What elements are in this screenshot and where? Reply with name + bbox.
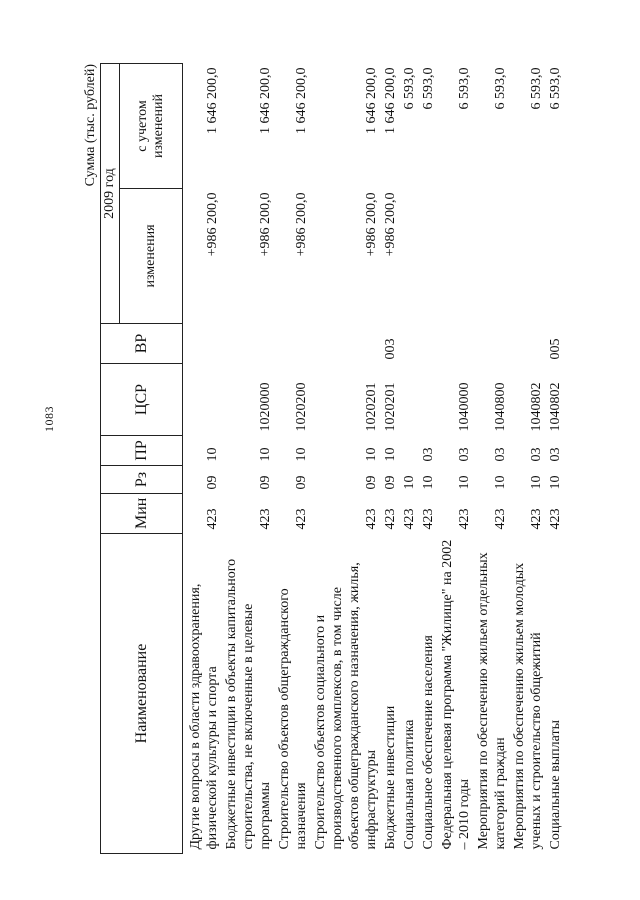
header-min: Мин <box>101 494 183 534</box>
cell-name: Строительство объектов общегражданского назначения <box>277 588 309 850</box>
cell-min: 423 <box>383 508 398 530</box>
cell-pr: 03 <box>548 447 563 462</box>
cell-pr <box>400 436 419 466</box>
cell-rz: 10 <box>548 475 563 490</box>
cell-csr <box>419 364 438 436</box>
cell-name: Социальные выплаты <box>548 719 563 850</box>
cell-rz: 10 <box>402 475 417 490</box>
cell-name: Мероприятия по обеспечению жильем отдельных категорий граждан <box>476 552 508 850</box>
cell-vr <box>438 324 474 364</box>
table-row <box>222 64 275 854</box>
page-number: 1083 <box>42 406 56 432</box>
cell-min: 423 <box>548 508 563 530</box>
cell-rz: 10 <box>493 475 508 490</box>
table-row <box>400 64 419 854</box>
cell-min: 423 <box>258 508 273 530</box>
table-header <box>101 64 183 854</box>
cell-change: +986 200,0 <box>294 192 309 257</box>
cell-min: 423 <box>402 508 417 530</box>
cell-change <box>510 189 546 324</box>
cell-pr: 10 <box>205 447 220 462</box>
cell-vr <box>183 324 223 364</box>
cell-total: 1 646 200,0 <box>294 67 309 134</box>
cell-pr: 03 <box>529 447 544 462</box>
cell-change <box>400 189 419 324</box>
cell-min: 423 <box>457 508 472 530</box>
cell-min: 423 <box>205 508 220 530</box>
cell-csr: 1040000 <box>457 382 472 432</box>
cell-csr: 1040802 <box>548 382 563 432</box>
header-year: 2009 год <box>101 64 120 324</box>
cell-rz: 10 <box>421 475 436 490</box>
cell-vr <box>311 324 381 364</box>
cell-change: +986 200,0 <box>364 192 379 257</box>
table-row <box>311 64 381 854</box>
table-row <box>419 64 438 854</box>
cell-pr: 10 <box>364 447 379 462</box>
cell-total: 1 646 200,0 <box>383 67 398 134</box>
cell-total: 6 593,0 <box>493 67 508 110</box>
cell-csr: 1040800 <box>493 382 508 432</box>
cell-change <box>546 189 565 324</box>
cell-change <box>419 189 438 324</box>
cell-rz: 09 <box>364 475 379 490</box>
table-row <box>474 64 510 854</box>
cell-change <box>438 189 474 324</box>
header-rz: Рз <box>101 466 183 494</box>
header-name: Наименование <box>101 534 183 854</box>
cell-vr <box>510 324 546 364</box>
cell-min: 423 <box>364 508 379 530</box>
cell-total: 6 593,0 <box>529 67 544 110</box>
table-row <box>438 64 474 854</box>
cell-total: 6 593,0 <box>548 67 563 110</box>
cell-csr: 1040802 <box>529 382 544 432</box>
header-vr: ВР <box>101 324 183 364</box>
cell-total: 6 593,0 <box>421 67 436 110</box>
cell-min: 423 <box>421 508 436 530</box>
rotated-document-body <box>82 64 572 854</box>
cell-pr: 10 <box>258 447 273 462</box>
budget-table <box>100 63 565 854</box>
cell-rz: 10 <box>529 475 544 490</box>
header-pr: ПР <box>101 436 183 466</box>
cell-csr: 1020201 <box>383 382 398 432</box>
cell-csr <box>183 364 223 436</box>
cell-csr: 1020000 <box>258 382 273 432</box>
cell-change <box>474 189 510 324</box>
cell-min: 423 <box>294 508 309 530</box>
cell-name: Другие вопросы в области здравоохранения, физической культуры и спорта <box>188 583 220 850</box>
cell-total: 6 593,0 <box>457 67 472 110</box>
cell-change: +986 200,0 <box>258 192 273 257</box>
cell-vr <box>222 324 275 364</box>
unit-caption: Сумма (тыс. рублей) <box>83 64 98 187</box>
cell-total: 1 646 200,0 <box>258 67 273 134</box>
cell-pr: 03 <box>493 447 508 462</box>
cell-pr: 03 <box>421 447 436 462</box>
cell-rz: 10 <box>457 475 472 490</box>
cell-csr <box>400 364 419 436</box>
cell-rz: 09 <box>294 475 309 490</box>
cell-name: Бюджетные инвестиции в объекты капитального строительства, не включенные в целевые программы <box>224 558 273 850</box>
cell-name: Мероприятия по обеспечению жильем молодых ученых и строительство общежитий <box>512 562 544 850</box>
cell-rz: 09 <box>383 475 398 490</box>
cell-pr: 10 <box>294 447 309 462</box>
cell-vr <box>275 324 311 364</box>
cell-pr: 03 <box>457 447 472 462</box>
cell-vr <box>400 324 419 364</box>
cell-vr <box>419 324 438 364</box>
cell-pr: 10 <box>383 447 398 462</box>
table-row <box>183 64 223 854</box>
cell-name: Строительство объектов социального и производственного комплексов, в том числе объектов общегражданского назначения, жилья, инфраструктуры <box>313 562 379 850</box>
cell-csr: 1020201 <box>364 382 379 432</box>
header-csr: ЦСР <box>101 364 183 436</box>
cell-name: Социальное обеспечение населения <box>421 635 436 850</box>
cell-change: +986 200,0 <box>205 192 220 257</box>
cell-vr <box>474 324 510 364</box>
cell-change: +986 200,0 <box>383 192 398 257</box>
cell-vr: 003 <box>383 338 398 360</box>
cell-rz: 09 <box>258 475 273 490</box>
cell-total: 1 646 200,0 <box>205 67 220 134</box>
cell-name: Федеральная целевая программа "Жилище" на 2002 – 2010 годы <box>440 539 472 850</box>
cell-min: 423 <box>493 508 508 530</box>
cell-total: 6 593,0 <box>402 67 417 110</box>
header-with-changes: с учетом изменений <box>120 64 183 189</box>
table-row <box>381 64 400 854</box>
cell-name: Бюджетные инвестиции <box>383 705 398 850</box>
cell-vr: 005 <box>548 338 563 360</box>
cell-total: 1 646 200,0 <box>364 67 379 134</box>
cell-min: 423 <box>529 508 544 530</box>
cell-csr: 1020200 <box>294 382 309 432</box>
table-row <box>510 64 546 854</box>
table-row <box>546 64 565 854</box>
cell-name: Социальная политика <box>402 719 417 850</box>
cell-rz: 09 <box>205 475 220 490</box>
table-body <box>183 64 566 854</box>
header-changes: изменения <box>120 189 183 324</box>
table-row <box>275 64 311 854</box>
